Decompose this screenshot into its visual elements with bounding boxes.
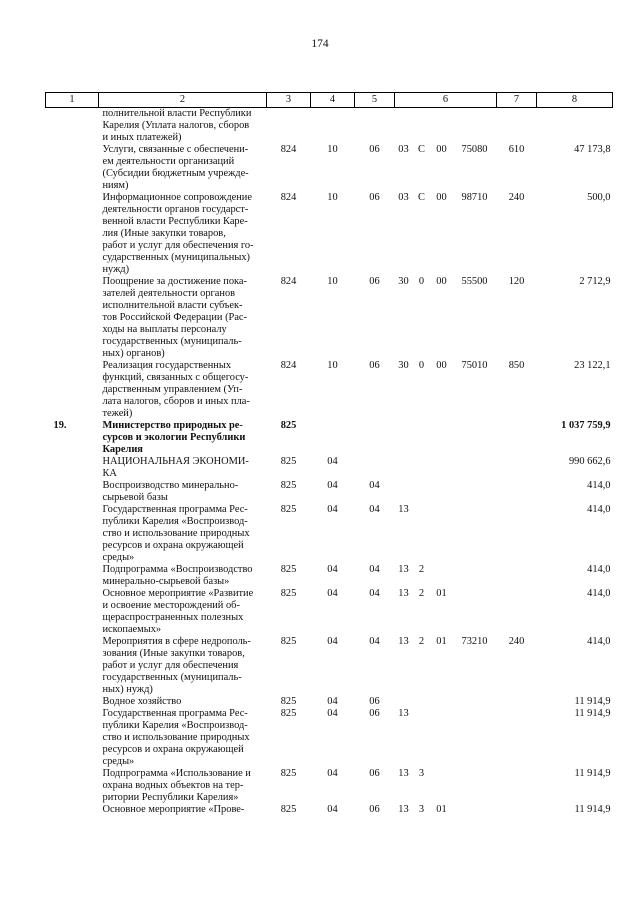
header-col-7: 7 bbox=[497, 93, 537, 108]
row-sum: 414,0 bbox=[587, 564, 611, 575]
row-number bbox=[46, 768, 99, 804]
table-row bbox=[46, 144, 613, 192]
row-cs-event bbox=[431, 564, 453, 588]
row-name: Мероприятия в сфере недрополь- зования (Иные закупки товаров, работ и услуг для обеспечения государственных (муниципаль- ных) нужд) bbox=[102, 636, 251, 695]
table-row bbox=[46, 708, 613, 768]
row-sum: 990 662,6 bbox=[568, 456, 611, 467]
row-cs-subprogram: 2 bbox=[418, 588, 425, 599]
row-vr bbox=[497, 108, 537, 145]
row-vr bbox=[497, 564, 537, 588]
row-vr: 240 bbox=[508, 192, 525, 203]
row-ved: 825 bbox=[280, 708, 297, 719]
row-cs-program: 30 bbox=[398, 360, 409, 371]
row-number bbox=[46, 564, 99, 588]
row-name: Водное хозяйство bbox=[102, 696, 182, 707]
row-number bbox=[46, 192, 99, 276]
row-number bbox=[46, 276, 99, 360]
row-cs-event bbox=[431, 768, 453, 804]
row-sum: 414,0 bbox=[587, 588, 611, 599]
table-row bbox=[46, 504, 613, 564]
row-number bbox=[46, 360, 99, 420]
row-cs-program: 13 bbox=[398, 588, 409, 599]
row-vr: 240 bbox=[508, 636, 525, 647]
row-ved: 824 bbox=[280, 144, 297, 155]
row-cs-direction bbox=[453, 804, 497, 816]
row-vr bbox=[497, 504, 537, 564]
row-cs-subprogram: С bbox=[418, 144, 425, 155]
header-col-8: 8 bbox=[537, 93, 613, 108]
header-col-4: 4 bbox=[311, 93, 355, 108]
row-number: 19. bbox=[53, 420, 67, 431]
row-rz bbox=[311, 108, 355, 145]
table-row bbox=[46, 696, 613, 708]
page-number: 174 bbox=[311, 38, 329, 50]
row-pr: 06 bbox=[369, 144, 380, 155]
row-cs-program: 13 bbox=[398, 564, 409, 575]
row-name: Подпрограмма «Воспроизводство минерально-сырьевой базы» bbox=[102, 564, 253, 587]
row-cs-event bbox=[431, 708, 453, 768]
row-number bbox=[46, 480, 99, 504]
row-cs-subprogram: С bbox=[418, 192, 425, 203]
row-name: Основное мероприятие «Развитие и освоение месторождений об- щераспространенных полезных ископаемых» bbox=[102, 588, 254, 635]
row-name: Государственная программа Рес- публики Карелия «Воспроизвод- ство и использование природных ресурсов и охрана окружающей среды» bbox=[102, 708, 250, 767]
row-rz: 04 bbox=[327, 564, 338, 575]
budget-table bbox=[45, 92, 613, 816]
row-number bbox=[46, 588, 99, 636]
row-rz: 04 bbox=[327, 636, 338, 647]
row-pr: 06 bbox=[369, 276, 380, 287]
table-row bbox=[46, 420, 613, 456]
row-sum: 2 712,9 bbox=[579, 276, 611, 287]
row-vr bbox=[497, 804, 537, 816]
row-sum: 23 122,1 bbox=[574, 360, 611, 371]
row-cs-subprogram bbox=[413, 504, 431, 564]
row-pr: 06 bbox=[369, 768, 380, 779]
row-name: Государственная программа Рес- публики Карелия «Воспроизвод- ство и использование природных ресурсов и охрана окружающей среды» bbox=[102, 504, 250, 563]
row-sum: 1 037 759,9 bbox=[561, 420, 611, 431]
row-ved: 825 bbox=[280, 504, 297, 515]
row-cs-subprogram bbox=[413, 456, 431, 480]
row-pr: 04 bbox=[369, 564, 380, 575]
row-vr bbox=[497, 768, 537, 804]
row-rz: 04 bbox=[327, 768, 338, 779]
row-sum bbox=[537, 108, 613, 145]
row-cs-direction bbox=[453, 564, 497, 588]
table-row bbox=[46, 804, 613, 816]
row-cs-direction bbox=[453, 504, 497, 564]
row-vr: 120 bbox=[508, 276, 525, 287]
table-row bbox=[46, 480, 613, 504]
row-cs-direction bbox=[453, 108, 497, 145]
table-row bbox=[46, 588, 613, 636]
row-sum: 414,0 bbox=[587, 480, 611, 491]
row-cs-subprogram bbox=[413, 108, 431, 145]
row-cs-direction bbox=[453, 588, 497, 636]
row-pr: 06 bbox=[369, 192, 380, 203]
row-sum: 11 914,9 bbox=[574, 696, 611, 707]
table-row bbox=[46, 192, 613, 276]
row-pr: 06 bbox=[369, 360, 380, 371]
row-vr bbox=[497, 456, 537, 480]
row-cs-direction: 75080 bbox=[461, 144, 488, 155]
row-ved bbox=[267, 108, 311, 145]
row-ved: 825 bbox=[280, 420, 297, 431]
table-row bbox=[46, 360, 613, 420]
row-cs-program: 13 bbox=[398, 804, 409, 815]
row-ved: 824 bbox=[280, 360, 297, 371]
row-cs-subprogram bbox=[413, 480, 431, 504]
row-cs-direction bbox=[453, 456, 497, 480]
row-name: Основное мероприятие «Прове- bbox=[102, 804, 245, 815]
row-cs-program: 13 bbox=[398, 708, 409, 719]
row-pr bbox=[355, 420, 395, 456]
row-name: Министерство природных ре- сурсов и экологии Республики Карелия bbox=[102, 420, 246, 455]
row-ved: 825 bbox=[280, 696, 297, 707]
table-row bbox=[46, 564, 613, 588]
row-ved: 825 bbox=[280, 636, 297, 647]
header-col-5: 5 bbox=[355, 93, 395, 108]
table-row bbox=[46, 276, 613, 360]
row-cs-subprogram bbox=[413, 708, 431, 768]
row-rz: 04 bbox=[327, 480, 338, 491]
row-cs-program: 13 bbox=[398, 504, 409, 515]
table-row bbox=[46, 636, 613, 696]
row-cs-subprogram: 2 bbox=[418, 564, 425, 575]
row-rz: 10 bbox=[327, 360, 338, 371]
row-pr: 06 bbox=[369, 804, 380, 815]
row-cs-direction bbox=[453, 420, 497, 456]
table-header bbox=[46, 93, 613, 108]
row-pr: 04 bbox=[369, 636, 380, 647]
row-rz: 04 bbox=[327, 696, 338, 707]
row-pr bbox=[355, 108, 395, 145]
row-cs-subprogram: 0 bbox=[418, 360, 425, 371]
row-number bbox=[46, 696, 99, 708]
row-cs-event bbox=[431, 456, 453, 480]
row-name: Подпрограмма «Использование и охрана водных объектов на тер- ритории Республики Карелия» bbox=[102, 768, 251, 803]
row-pr: 04 bbox=[369, 588, 380, 599]
row-cs-event: 01 bbox=[436, 636, 447, 647]
row-ved: 825 bbox=[280, 480, 297, 491]
row-number bbox=[46, 804, 99, 816]
row-ved: 825 bbox=[280, 456, 297, 467]
row-pr: 04 bbox=[369, 480, 380, 491]
row-number bbox=[46, 108, 99, 145]
row-ved: 824 bbox=[280, 192, 297, 203]
row-cs-program bbox=[395, 108, 413, 145]
row-sum: 47 173,8 bbox=[574, 144, 611, 155]
row-vr bbox=[497, 480, 537, 504]
row-rz: 04 bbox=[327, 804, 338, 815]
row-rz: 04 bbox=[327, 504, 338, 515]
row-number bbox=[46, 504, 99, 564]
row-cs-direction: 73210 bbox=[461, 636, 488, 647]
row-cs-event: 00 bbox=[436, 192, 447, 203]
row-cs-event bbox=[431, 696, 453, 708]
header-col-1: 1 bbox=[46, 93, 99, 108]
header-col-6: 6 bbox=[395, 93, 497, 108]
row-cs-event bbox=[431, 504, 453, 564]
row-cs-event bbox=[431, 420, 453, 456]
row-cs-program: 03 bbox=[398, 144, 409, 155]
row-pr: 06 bbox=[369, 696, 380, 707]
row-vr bbox=[497, 588, 537, 636]
row-cs-program bbox=[395, 456, 413, 480]
row-rz: 04 bbox=[327, 708, 338, 719]
row-ved: 825 bbox=[280, 588, 297, 599]
row-cs-direction: 75010 bbox=[461, 360, 488, 371]
row-sum: 414,0 bbox=[587, 636, 611, 647]
row-name: Воспроизводство минерально- сырьевой базы bbox=[102, 480, 239, 503]
row-cs-subprogram bbox=[413, 696, 431, 708]
row-cs-direction: 55500 bbox=[461, 276, 488, 287]
row-rz: 10 bbox=[327, 144, 338, 155]
row-cs-subprogram: 3 bbox=[418, 768, 425, 779]
row-number bbox=[46, 636, 99, 696]
row-cs-subprogram: 3 bbox=[418, 804, 425, 815]
row-pr: 04 bbox=[369, 504, 380, 515]
row-ved: 825 bbox=[280, 564, 297, 575]
row-cs-direction: 98710 bbox=[461, 192, 488, 203]
row-rz: 10 bbox=[327, 192, 338, 203]
header-col-3: 3 bbox=[267, 93, 311, 108]
row-rz: 10 bbox=[327, 276, 338, 287]
row-sum: 414,0 bbox=[587, 504, 611, 515]
row-sum: 500,0 bbox=[587, 192, 611, 203]
row-vr bbox=[497, 708, 537, 768]
row-vr bbox=[497, 696, 537, 708]
row-vr bbox=[497, 420, 537, 456]
row-vr: 850 bbox=[508, 360, 525, 371]
row-name: полнительной власти Республики Карелия (Уплата налогов, сборов и иных платежей) bbox=[102, 108, 252, 143]
table-row bbox=[46, 456, 613, 480]
row-cs-direction bbox=[453, 768, 497, 804]
row-sum: 11 914,9 bbox=[574, 768, 611, 779]
row-rz: 04 bbox=[327, 456, 338, 467]
row-cs-event: 00 bbox=[436, 360, 447, 371]
row-ved: 825 bbox=[280, 804, 297, 815]
row-number bbox=[46, 708, 99, 768]
row-cs-program: 13 bbox=[398, 636, 409, 647]
row-sum: 11 914,9 bbox=[574, 804, 611, 815]
row-cs-event bbox=[431, 480, 453, 504]
table-body bbox=[46, 108, 613, 817]
row-rz bbox=[311, 420, 355, 456]
row-cs-program: 03 bbox=[398, 192, 409, 203]
row-number bbox=[46, 456, 99, 480]
row-name: Поощрение за достижение пока- зателей деятельности органов исполнительной власти субъек- тов Российской Федерации (Рас- ходы на выплаты персоналу государственных (муниципаль- ных) органов) bbox=[102, 276, 248, 359]
row-cs-subprogram: 0 bbox=[418, 276, 425, 287]
row-pr bbox=[355, 456, 395, 480]
row-cs-subprogram: 2 bbox=[418, 636, 425, 647]
row-name: Услуги, связанные с обеспечени- ем деятельности организаций (Субсидии бюджетным учрежде- ниям) bbox=[102, 144, 249, 191]
row-cs-program bbox=[395, 420, 413, 456]
row-cs-event: 01 bbox=[436, 588, 447, 599]
row-sum: 11 914,9 bbox=[574, 708, 611, 719]
row-cs-direction bbox=[453, 480, 497, 504]
row-cs-subprogram bbox=[413, 420, 431, 456]
row-cs-direction bbox=[453, 708, 497, 768]
row-cs-program bbox=[395, 480, 413, 504]
row-cs-event bbox=[431, 108, 453, 145]
row-cs-program: 13 bbox=[398, 768, 409, 779]
row-number bbox=[46, 144, 99, 192]
row-name: Реализация государственных функций, связанных с общегосу- дарственным управлением (Уп- лата налогов, сборов и иных пла- тежей) bbox=[102, 360, 250, 419]
row-name: НАЦИОНАЛЬНАЯ ЭКОНОМИ- КА bbox=[102, 456, 249, 479]
row-rz: 04 bbox=[327, 588, 338, 599]
row-ved: 825 bbox=[280, 768, 297, 779]
row-cs-program bbox=[395, 696, 413, 708]
row-cs-event: 01 bbox=[436, 804, 447, 815]
row-cs-program: 30 bbox=[398, 276, 409, 287]
table-row bbox=[46, 108, 613, 145]
table-row bbox=[46, 768, 613, 804]
row-vr: 610 bbox=[508, 144, 525, 155]
row-cs-event: 00 bbox=[436, 276, 447, 287]
row-pr: 06 bbox=[369, 708, 380, 719]
row-name: Информационное сопровождение деятельности органов государст- венной власти Республики Каре- лия (Иные закупки товаров, работ и услуг для обеспечения го- сударственных (муниципальных) нужд) bbox=[102, 192, 254, 275]
row-cs-event: 00 bbox=[436, 144, 447, 155]
row-cs-direction bbox=[453, 696, 497, 708]
row-ved: 824 bbox=[280, 276, 297, 287]
header-col-2: 2 bbox=[99, 93, 267, 108]
